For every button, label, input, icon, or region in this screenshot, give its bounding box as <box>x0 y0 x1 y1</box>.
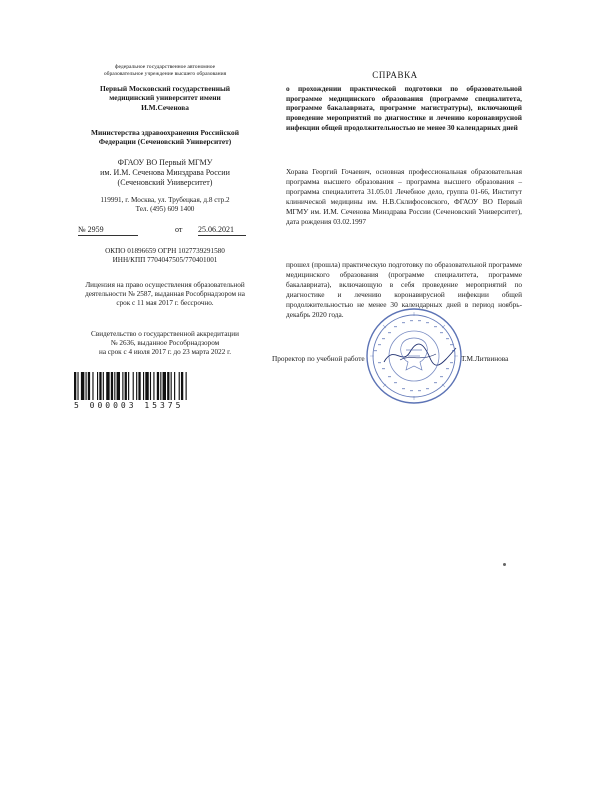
barcode-bar <box>153 372 154 400</box>
doc-number: № 2959 <box>78 225 138 236</box>
barcode-bar <box>122 372 123 400</box>
accreditation-line2: № 2636, выданное Рособрнадзором <box>110 339 220 347</box>
certificate-body: прошел (прошла) практическую подготовку по образовательной программе медицинского образования (программе специалитета, программе бакалавриата), включающую в себя проведение мероприятий по диагностике и лечению коронавирусной инфекции общей продолжительностью не менее 30 календарных дней в период ноябрь-декабрь 2020 года. <box>286 260 522 319</box>
license-line1: Лицензия на право осуществления образовательной <box>85 281 245 289</box>
short-name-line3: (Сеченовский Университет) <box>117 178 213 187</box>
barcode-bar <box>88 372 90 400</box>
license-line2: деятельности № 2587, выданная Рособрнадзором на <box>85 290 245 298</box>
barcode <box>72 372 244 410</box>
barcode-bar <box>174 372 175 400</box>
barcode-bars <box>72 372 244 402</box>
barcode-bar <box>111 372 113 400</box>
ministry-line2: Федерации (Сеченовский Университет) <box>98 137 232 147</box>
barcode-bar <box>181 372 183 400</box>
issuer-block <box>56 64 274 78</box>
short-name-line2: им. И.М. Сеченова Минздрава России <box>100 168 230 177</box>
barcode-bar <box>136 372 137 400</box>
barcode-bar <box>143 372 144 400</box>
barcode-bar <box>97 372 98 400</box>
university-line1: Первый Московский государственный <box>99 84 231 93</box>
barcode-bar <box>125 372 127 400</box>
license-block <box>56 281 274 308</box>
speck <box>503 563 506 566</box>
barcode-bar <box>179 372 180 400</box>
accreditation-line3: на срок с 4 июля 2017 г. до 23 марта 2022 г. <box>98 348 232 356</box>
university-line2: медицинский университет имени <box>109 93 221 103</box>
barcode-bar <box>81 372 84 400</box>
accreditation-line1: Свидетельство о государственной аккредитации <box>91 330 239 338</box>
license-line3: срок с 11 мая 2017 г. бессрочно. <box>116 299 214 307</box>
barcode-bar <box>150 372 151 400</box>
short-name-line1: ФГАОУ ВО Первый МГМУ <box>117 158 213 167</box>
barcode-bar <box>128 372 129 400</box>
university-line3: И.М.Сеченова <box>141 102 189 112</box>
barcode-bar <box>133 372 134 400</box>
barcode-bar <box>77 372 78 400</box>
codes-line1: ОКПО 01896659 ОГРН 1027739291580 <box>105 247 225 255</box>
issuer-header-line2: образовательное учреждение высшего образования <box>103 71 227 77</box>
barcode-bar <box>92 372 93 400</box>
barcode-bar <box>163 372 166 400</box>
barcode-bar <box>167 372 169 400</box>
doc-date: 25.06.2021 <box>198 225 246 236</box>
barcode-bar <box>86 372 87 400</box>
barcode-bar <box>186 372 187 400</box>
signatory-title: Проректор по учебной работе <box>272 354 365 363</box>
contact-block <box>56 196 274 214</box>
issuer-header-line1: федеральное государственное автономное <box>114 64 216 70</box>
ministry-line1: Министерства здравоохранения Российской <box>91 128 239 137</box>
doc-from-label: от <box>175 225 183 234</box>
barcode-bar <box>160 372 161 400</box>
signatory-name: Т.М.Литвинова <box>461 354 509 363</box>
barcode-bar <box>74 372 76 400</box>
university-name <box>56 84 274 112</box>
official-stamp-icon <box>364 306 464 406</box>
student-info: Хорава Георгий Гочаевич, основная профессиональная образовательная программа высшего образования – программа высшего образования – программа специалитета 31.05.01 Лечебное дело, группа 01-66, Институт клинической медицины им. Н.В.Склифосовского, ФГАОУ ВО Первый МГМУ им. И.М. Сеченова Минздрава России (Сеченовский Университет), дата рождения 03.02.1997 <box>286 167 522 226</box>
phone: Тел. (495) 609 1400 <box>135 205 195 213</box>
address: 119991, г. Москва, ул. Трубецкая, д.8 стр.2 <box>100 196 230 204</box>
codes-line2: ИНН/КПП 7704047505/770401001 <box>112 256 218 264</box>
certificate-title: СПРАВКА <box>372 70 418 80</box>
barcode-bar <box>114 372 115 400</box>
codes-block <box>56 247 274 265</box>
barcode-bar <box>99 372 101 400</box>
barcode-digits: 5 000003 15375 <box>74 401 184 410</box>
barcode-bar <box>171 372 172 400</box>
barcode-bar <box>117 372 120 400</box>
certificate-subject: о прохождении практической подготовки по образовательной программе медицинского образования (программе специалитета, программе бакалавриата, программе магистратуры), включающей проведение мероприятий по диагностике и лечению коронавирусной инфекции общей продолжительностью не менее 30 календарных дней <box>286 84 522 132</box>
accreditation-block <box>56 330 274 357</box>
short-name <box>56 158 274 188</box>
barcode-bar <box>138 372 140 400</box>
barcode-bar <box>103 372 104 400</box>
barcode-bar <box>145 372 148 400</box>
barcode-bar <box>157 372 159 400</box>
barcode-bar <box>106 372 109 400</box>
ministry-name <box>56 128 274 147</box>
